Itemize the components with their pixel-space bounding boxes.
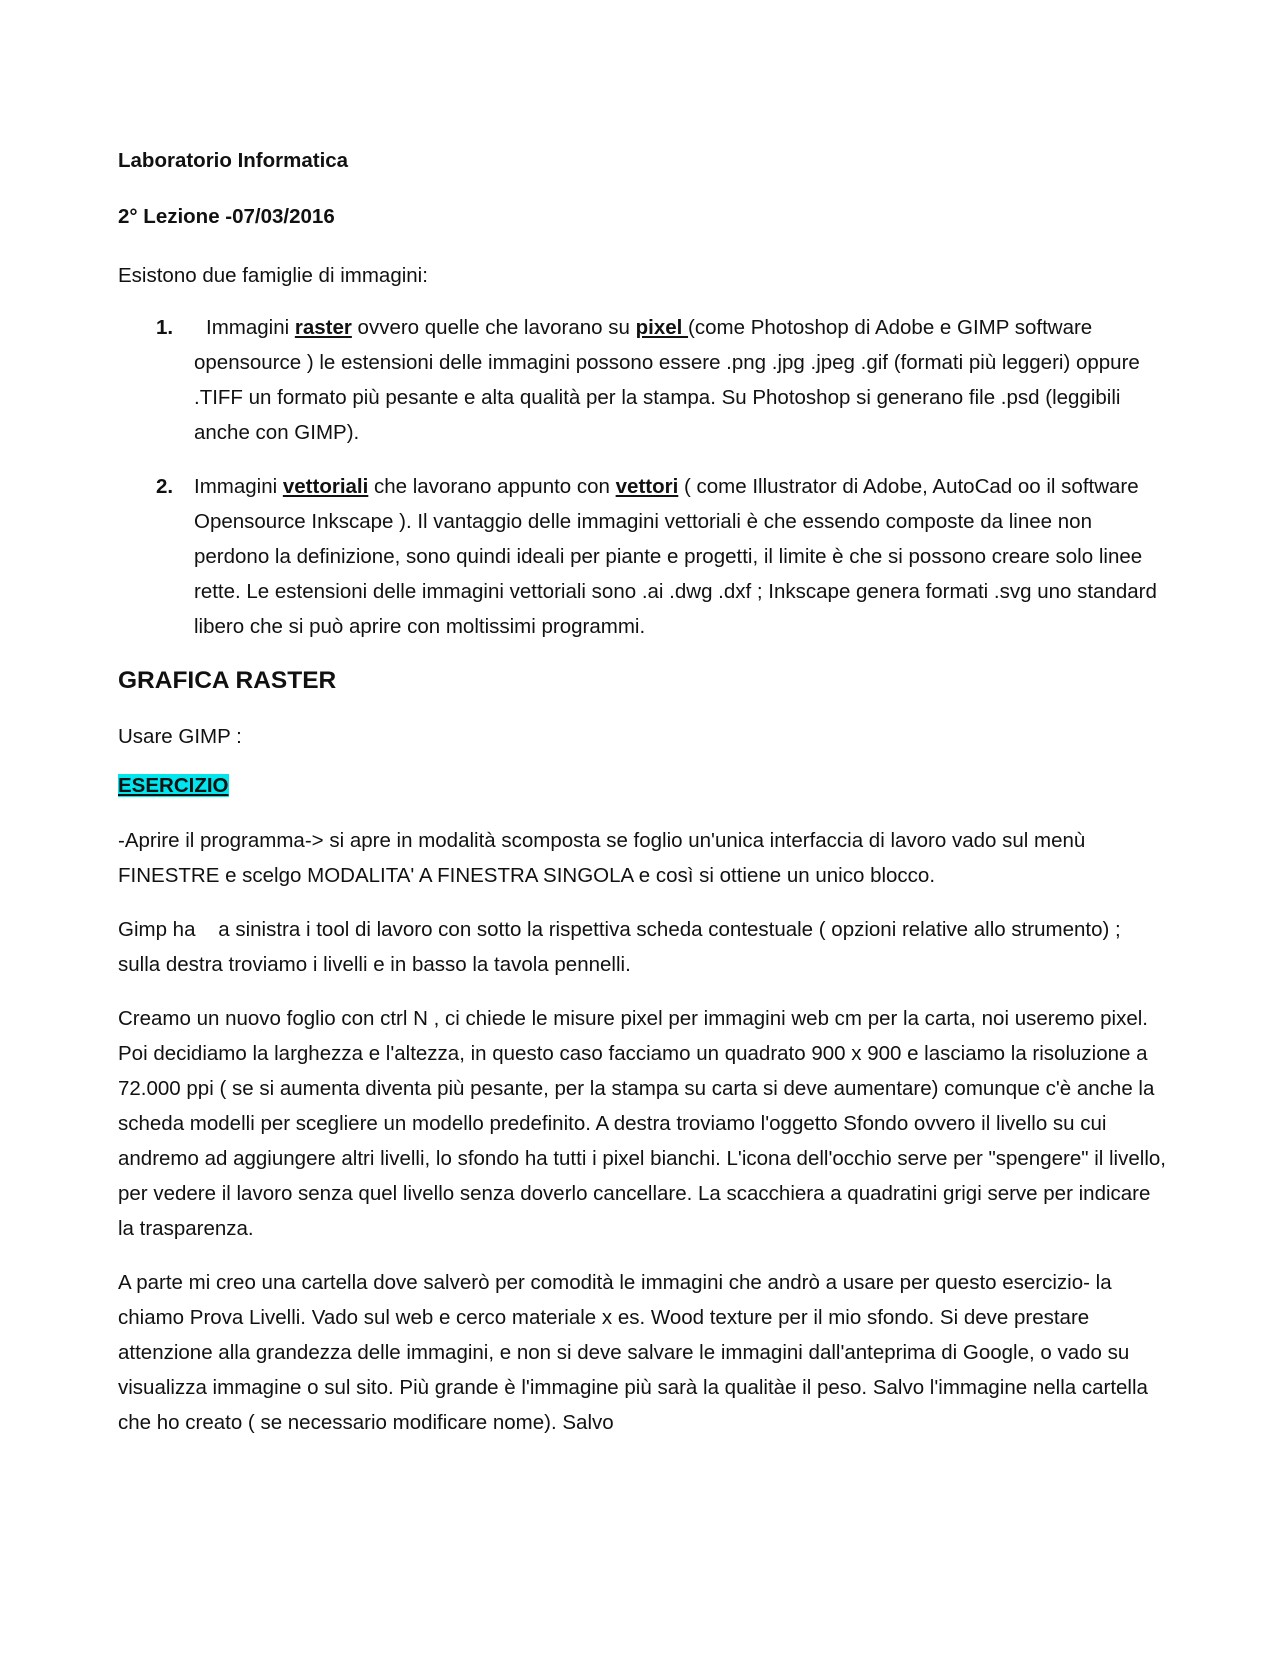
section-heading: GRAFICA RASTER xyxy=(118,667,337,694)
term-vettori: vettori xyxy=(615,475,679,498)
list-text-lead: Immagini xyxy=(206,316,295,339)
list-text-mid: ovvero quelle che lavorano su xyxy=(351,316,636,339)
paragraph-new-sheet: Creamo un nuovo foglio con ctrl N , ci chiede le misure pixel per immagini web cm per la carta, noi useremo pixel. Poi decidiamo la larghezza e l'altezza, in questo caso facciamo un quadrato 900 x 900 e lasciamo la risoluzione a 72.000 ppi ( se si aumenta diventa più pesante, per la stampa su carta si deve aumentare) comunque c'è anche la scheda modelli per scegliere un modello predefinito. A destra troviamo l'oggetto Sfondo ovvero il livello su cui andremo ad aggiungere altri livelli, lo sfondo ha tutti i pixel bianchi. L'icona dell'occhio serve per "spengere" il livello, per vedere il lavoro senza quel livello senza doverlo cancellare. La scacchiera a quadratini grigi serve per indicare la trasparenza. xyxy=(118,1007,1166,1240)
image-families-list xyxy=(118,310,1168,644)
list-number: 1. xyxy=(156,316,174,339)
list-text-lead: Immagini xyxy=(194,475,283,498)
paragraph-gimp-layout: Gimp ha a sinistra i tool di lavoro con sotto la rispettiva scheda contestuale ( opzioni relative allo strumento) ; sulla destra troviamo i livelli e in basso la tavola pennelli. xyxy=(118,918,1127,976)
list-item-vector xyxy=(118,469,1168,644)
lesson-heading: 2° Lezione -07/03/2016 xyxy=(118,205,335,228)
exercise-label xyxy=(118,771,1168,801)
list-number: 2. xyxy=(156,475,174,498)
list-text-rest: ( come Illustrator di Adobe, AutoCad oo il software Opensource Inkscape ). Il vantaggio delle immagini vettoriali è che essendo composte da linee non perdono la definizione, sono quindi ideali per piante e progetti, il limite è che si possono creare solo linee rette. Le estensioni delle immagini vettoriali sono .ai .dwg .dxf ; Inkscape genera formati .svg uno standard libero che si può aprire con moltissimi programmi. xyxy=(194,475,1157,638)
exercise-highlight: ESERCIZIO xyxy=(118,774,229,797)
document-title: Laboratorio Informatica xyxy=(118,149,349,172)
term-pixel: pixel xyxy=(635,316,689,339)
document-body xyxy=(118,146,1168,1459)
paragraph-open-program: -Aprire il programma-> si apre in modalità scomposta se foglio un'unica interfaccia di lavoro vado sul menù FINESTRE e scelgo MODALITA' A FINESTRA SINGOLA e così si ottiene un unico blocco. xyxy=(118,829,1086,887)
term-vettoriali: vettoriali xyxy=(282,475,369,498)
use-gimp-line: Usare GIMP : xyxy=(118,725,242,748)
list-text-mid: che lavorano appunto con xyxy=(368,475,616,498)
list-text-rest: (come Photoshop di Adobe e GIMP software opensource ) le estensioni delle immagini possono essere .png .jpg .jpeg .gif (formati più leggeri) oppure .TIFF un formato più pesante e alta qualità per la stampa. Su Photoshop si generano file .psd (leggibili anche con GIMP). xyxy=(194,316,1140,444)
intro-paragraph: Esistono due famiglie di immagini: xyxy=(118,264,428,287)
list-item-raster xyxy=(118,310,1168,450)
paragraph-folder: A parte mi creo una cartella dove salverò per comodità le immagini che andrò a usare per questo esercizio- la chiamo Prova Livelli. Vado sul web e cerco materiale x es. Wood texture per il mio sfondo. Si deve prestare attenzione alla grandezza delle immagini, e non si deve salvare le immagini dall'anteprima di Google, o vado su visualizza immagine o sul sito. Più grande è l'immagine più sarà la qualitàe il peso. Salvo l'immagine nella cartella che ho creato ( se necessario modificare nome). Salvo xyxy=(118,1271,1148,1434)
term-raster: raster xyxy=(294,316,352,339)
